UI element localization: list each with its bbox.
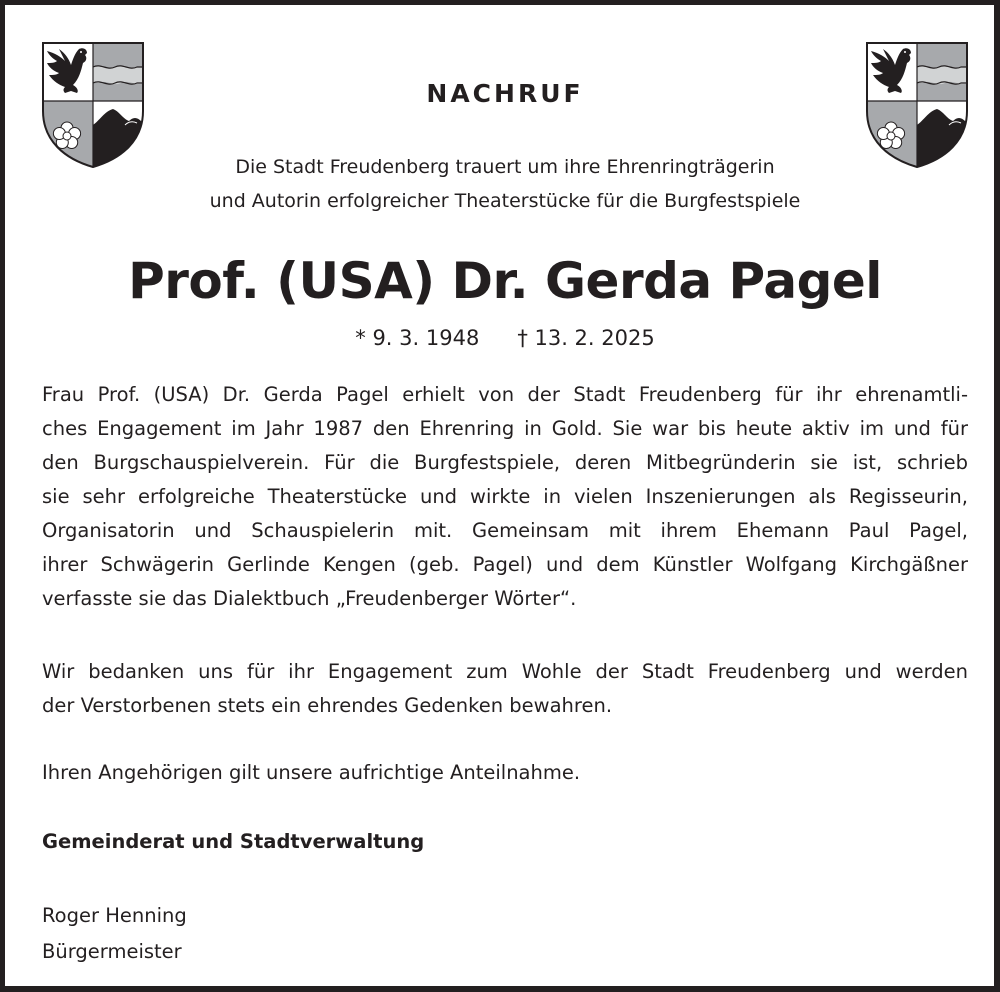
text-line: Frau Prof. (USA) Dr. Gerda Pagel erhielt von der Stadt Freudenberg für ihr ehrenamtli- [42, 383, 968, 406]
death-date: † 13. 2. 2025 [517, 326, 655, 350]
text-line: verfasste sie das Dialektbuch „Freudenberger Wörter“. [42, 587, 577, 610]
text-line: sie sehr erfolgreiche Theaterstücke und wirkte in vielen Inszenierungen als Regisseurin, [42, 485, 968, 508]
text-line: Wir bedanken uns für ihr Engagement zum Wohle der Stadt Freudenberg und werden [42, 660, 968, 683]
text-line: den Burgschauspielverein. Für die Burgfestspiele, deren Mitbegründerin sie ist, schrieb [42, 451, 968, 474]
text-line: der Verstorbenen stets ein ehrendes Gedenken bewahren. [42, 694, 613, 717]
paragraph-thanks [42, 655, 968, 723]
intro-line: Die Stadt Freudenberg trauert um ihre Ehrenringträgerin [235, 156, 775, 178]
notice-heading: NACHRUF [426, 79, 584, 108]
deceased-name: Prof. (USA) Dr. Gerda Pagel [128, 252, 882, 310]
signature-organization: Gemeinderat und Stadtverwaltung [42, 830, 425, 853]
paragraph-tribute [42, 378, 968, 616]
text-line: Organisatorin und Schauspielerin mit. Gemeinsam mit ihrem Ehemann Paul Pagel, [42, 519, 968, 542]
intro-line: und Autorin erfolgreicher Theaterstücke für die Burgfestspiele [209, 190, 801, 212]
intro-text [5, 150, 1000, 218]
signature-block [42, 898, 187, 970]
text-line: Ihren Angehörigen gilt unsere aufrichtige Anteilnahme. [42, 761, 581, 784]
life-dates [5, 321, 1000, 355]
signer-name: Roger Henning [42, 904, 187, 927]
birth-date: * 9. 3. 1948 [355, 326, 480, 350]
signer-title: Bürgermeister [42, 940, 182, 963]
text-line: ches Engagement im Jahr 1987 den Ehrenring in Gold. Sie war bis heute aktiv im und für [42, 417, 968, 440]
paragraph-condolence [42, 756, 968, 790]
text-line: ihrer Schwägerin Gerlinde Kengen (geb. Pagel) und dem Künstler Wolfgang Kirchgäßner [42, 553, 968, 576]
